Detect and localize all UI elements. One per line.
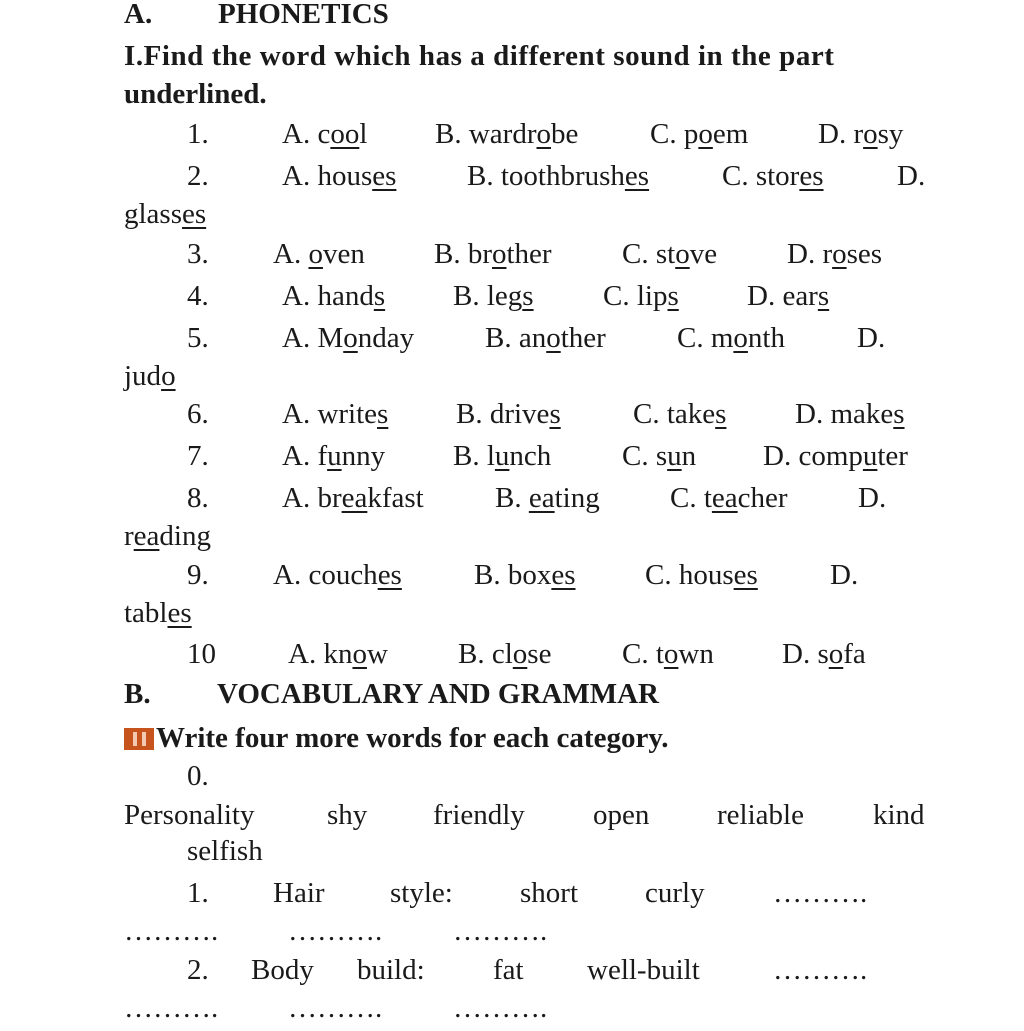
question-row xyxy=(0,320,1024,356)
underlined-part: o xyxy=(546,322,561,354)
category-label: Hair xyxy=(273,877,325,909)
given-word: short xyxy=(520,877,578,909)
option-b[interactable] xyxy=(453,278,534,314)
option-text: ding xyxy=(159,520,211,552)
underlined-part: es xyxy=(167,597,192,629)
underlined-part: ea xyxy=(133,520,160,552)
question-number: 6. xyxy=(187,398,209,430)
option-b[interactable] xyxy=(467,158,649,194)
option-text: C. hous xyxy=(645,559,734,591)
example-word: shy xyxy=(327,799,368,831)
question-row xyxy=(0,438,1024,474)
category-number: 1. xyxy=(187,877,209,909)
option-a[interactable] xyxy=(282,396,388,432)
roman-numeral-icon xyxy=(124,728,154,750)
option-text: D. comp xyxy=(763,440,863,472)
option-d[interactable] xyxy=(763,438,908,474)
option-text: A. c xyxy=(282,118,331,150)
option-text: D. s xyxy=(782,638,829,670)
option-c[interactable] xyxy=(633,396,726,432)
category-row-body-build xyxy=(187,952,887,988)
underlined-part: o xyxy=(161,360,176,392)
option-d-word[interactable] xyxy=(124,196,206,232)
option-a[interactable] xyxy=(282,438,385,474)
underlined-part: u xyxy=(667,440,682,472)
option-text: em xyxy=(712,118,749,150)
option-text: C. p xyxy=(650,118,699,150)
underlined-part: o xyxy=(536,118,551,150)
question-row xyxy=(0,557,1024,593)
example-word: friendly xyxy=(433,799,525,831)
question-row xyxy=(0,636,1024,672)
option-text: nday xyxy=(357,322,415,354)
option-text: B. an xyxy=(485,322,547,354)
option-d[interactable] xyxy=(897,158,925,194)
option-text: A. couch xyxy=(273,559,378,591)
underlined-part: s xyxy=(522,280,534,312)
option-text: A. xyxy=(273,238,309,270)
option-c[interactable] xyxy=(677,320,785,356)
underlined-part: o xyxy=(675,238,690,270)
option-d[interactable] xyxy=(858,480,886,516)
option-text: C. lip xyxy=(603,280,668,312)
option-b[interactable] xyxy=(485,320,606,356)
option-text: r xyxy=(124,520,134,552)
option-text: C. st xyxy=(622,238,676,270)
option-text: B. box xyxy=(474,559,552,591)
answer-blank[interactable]: ………. xyxy=(288,992,383,1024)
option-a[interactable] xyxy=(282,278,385,314)
option-text: ter xyxy=(877,440,908,472)
underlined-part: u xyxy=(862,440,878,472)
option-text: B. cl xyxy=(458,638,513,670)
underlined-part: s xyxy=(715,398,727,430)
example-number: 0. xyxy=(187,760,209,792)
option-text: B. br xyxy=(434,238,492,270)
underlined-part: o xyxy=(663,638,679,670)
underlined-part: es xyxy=(377,559,402,591)
question-number: 4. xyxy=(187,280,209,312)
underlined-part: s xyxy=(549,398,561,430)
example-word: selfish xyxy=(187,835,263,867)
category-label: Body xyxy=(251,954,314,986)
category-row-hair-style xyxy=(187,875,887,911)
underlined-part: o xyxy=(512,638,528,670)
option-text: B. drive xyxy=(456,398,550,430)
answer-blanks-row xyxy=(124,913,724,949)
question-number: 3. xyxy=(187,238,209,270)
option-text: jud xyxy=(124,360,162,392)
option-c[interactable] xyxy=(622,438,696,474)
option-text: kfast xyxy=(367,482,424,514)
option-text: A. write xyxy=(282,398,378,430)
option-text: B. leg xyxy=(453,280,523,312)
option-text: D. xyxy=(858,482,887,514)
question-number: 10 xyxy=(187,638,216,670)
option-b[interactable] xyxy=(474,557,576,593)
option-text: B. l xyxy=(453,440,495,472)
option-text: ses xyxy=(846,238,883,270)
option-text: glass xyxy=(124,198,182,230)
category-label: style: xyxy=(390,877,453,909)
underlined-part: o xyxy=(828,638,844,670)
option-text: B. wardr xyxy=(435,118,537,150)
answer-blanks-row xyxy=(124,990,724,1026)
underlined-part: es xyxy=(372,160,397,192)
answer-blank[interactable]: ………. xyxy=(773,877,868,909)
option-a[interactable] xyxy=(282,158,396,194)
example-word: open xyxy=(593,799,650,831)
option-text: D. make xyxy=(795,398,894,430)
underlined-part: o xyxy=(698,118,713,150)
option-text: D. ear xyxy=(747,280,818,312)
underlined-part: ea xyxy=(528,482,555,514)
option-text: A. kn xyxy=(288,638,353,670)
option-text: C. stor xyxy=(722,160,800,192)
underlined-part: u xyxy=(327,440,342,472)
option-text: A. br xyxy=(282,482,342,514)
task-title: I.Find the word which has a different sound in the part xyxy=(124,40,835,72)
option-text: C. m xyxy=(677,322,734,354)
option-d-word[interactable] xyxy=(124,595,192,631)
option-text: ting xyxy=(554,482,600,514)
task-title xyxy=(124,720,668,756)
option-b[interactable] xyxy=(495,480,600,516)
underlined-part: s xyxy=(817,280,830,312)
category-number: 2. xyxy=(187,954,209,986)
option-a[interactable] xyxy=(288,636,388,672)
option-b[interactable] xyxy=(435,116,578,152)
option-c[interactable] xyxy=(603,278,679,314)
question-row xyxy=(0,158,1024,194)
question-number: 7. xyxy=(187,440,209,472)
option-text: fa xyxy=(843,638,866,670)
option-text: nth xyxy=(747,322,785,354)
option-b[interactable] xyxy=(456,396,561,432)
section-title: VOCABULARY AND GRAMMAR xyxy=(217,678,659,710)
question-row xyxy=(0,116,1024,152)
option-text: C. s xyxy=(622,440,668,472)
underlined-part: o xyxy=(832,238,847,270)
option-a[interactable] xyxy=(282,480,424,516)
option-text: A. M xyxy=(282,322,344,354)
option-d-word[interactable] xyxy=(124,358,176,394)
section-letter: B. xyxy=(124,678,151,710)
option-c[interactable] xyxy=(650,116,748,152)
option-text: ther xyxy=(560,322,606,354)
option-c[interactable] xyxy=(622,236,717,272)
option-text: A. hand xyxy=(282,280,374,312)
option-text: l xyxy=(359,118,368,150)
option-b[interactable] xyxy=(434,236,552,272)
question-number: 1. xyxy=(187,118,209,150)
option-text: tabl xyxy=(124,597,168,629)
underlined-part: s xyxy=(667,280,679,312)
underlined-part: o xyxy=(733,322,748,354)
option-c[interactable] xyxy=(622,636,714,672)
category-label: build: xyxy=(357,954,425,986)
option-text: ther xyxy=(506,238,552,270)
option-text: sy xyxy=(877,118,904,150)
given-word: curly xyxy=(645,877,705,909)
option-c[interactable] xyxy=(670,480,788,516)
option-text: C. t xyxy=(622,638,664,670)
question-number: 8. xyxy=(187,482,209,514)
underlined-part: es xyxy=(182,198,207,230)
example-word: reliable xyxy=(717,799,804,831)
option-d-word[interactable] xyxy=(124,518,211,554)
option-text: wn xyxy=(678,638,714,670)
option-b[interactable] xyxy=(453,438,551,474)
question-row xyxy=(0,278,1024,314)
option-c[interactable] xyxy=(722,158,824,194)
underlined-part: ea xyxy=(341,482,368,514)
answer-blank[interactable]: ………. xyxy=(453,915,548,947)
option-text: w xyxy=(366,638,388,670)
option-text: cher xyxy=(737,482,788,514)
underlined-part: ea xyxy=(711,482,738,514)
underlined-part: es xyxy=(733,559,758,591)
option-text: C. t xyxy=(670,482,712,514)
answer-blank[interactable]: ………. xyxy=(124,915,219,947)
option-text: B. toothbrush xyxy=(467,160,625,192)
underlined-part: oo xyxy=(330,118,360,150)
underlined-part: o xyxy=(308,238,323,270)
option-text: C. take xyxy=(633,398,716,430)
underlined-part: es xyxy=(624,160,650,192)
option-text: n xyxy=(681,440,697,472)
question-row xyxy=(0,236,1024,272)
underlined-part: o xyxy=(863,118,878,150)
underlined-part: es xyxy=(551,559,576,591)
question-number: 9. xyxy=(187,559,209,591)
option-text: D. xyxy=(830,559,859,591)
example-word: kind xyxy=(873,799,925,831)
category-label: Personality xyxy=(124,799,255,831)
option-d[interactable] xyxy=(857,320,885,356)
option-d[interactable] xyxy=(787,236,882,272)
option-text: nch xyxy=(509,440,552,472)
option-text: B. xyxy=(495,482,529,514)
answer-blank[interactable]: ………. xyxy=(453,992,548,1024)
answer-blank[interactable]: ………. xyxy=(288,915,383,947)
underlined-part: u xyxy=(494,440,510,472)
given-word: well-built xyxy=(587,954,700,986)
option-text: D. xyxy=(897,160,926,192)
option-a[interactable] xyxy=(282,116,367,152)
option-d[interactable] xyxy=(795,396,905,432)
question-row xyxy=(0,396,1024,432)
option-text: ven xyxy=(322,238,365,270)
option-d[interactable] xyxy=(818,116,903,152)
task-title-continued: underlined. xyxy=(124,78,267,110)
section-title: PHONETICS xyxy=(218,0,389,30)
option-text: se xyxy=(527,638,552,670)
option-d[interactable] xyxy=(782,636,866,672)
answer-blank[interactable]: ………. xyxy=(773,954,868,986)
option-text: ve xyxy=(689,238,718,270)
option-text: D. r xyxy=(818,118,864,150)
task-title-text: Write four more words for each category. xyxy=(156,722,669,754)
option-text: nny xyxy=(341,440,386,472)
option-a[interactable] xyxy=(273,236,365,272)
option-d[interactable] xyxy=(830,557,858,593)
underlined-part: o xyxy=(343,322,358,354)
option-b[interactable] xyxy=(458,636,551,672)
option-text: A. f xyxy=(282,440,328,472)
option-a[interactable] xyxy=(282,320,414,356)
option-d[interactable] xyxy=(747,278,829,314)
section-letter: A. xyxy=(124,0,153,30)
example-row xyxy=(124,797,928,833)
option-text: A. hous xyxy=(282,160,373,192)
question-number: 5. xyxy=(187,322,209,354)
underlined-part: s xyxy=(893,398,905,430)
underlined-part: s xyxy=(373,280,386,312)
answer-blank[interactable]: ………. xyxy=(124,992,219,1024)
given-word: fat xyxy=(493,954,524,986)
underlined-part: o xyxy=(492,238,507,270)
question-row xyxy=(0,480,1024,516)
underlined-part: es xyxy=(799,160,824,192)
option-c[interactable] xyxy=(645,557,758,593)
underlined-part: o xyxy=(352,638,367,670)
option-text: D. r xyxy=(787,238,833,270)
option-a[interactable] xyxy=(273,557,402,593)
option-text: D. xyxy=(857,322,886,354)
option-text: be xyxy=(550,118,579,150)
underlined-part: s xyxy=(377,398,389,430)
question-number: 2. xyxy=(187,160,209,192)
